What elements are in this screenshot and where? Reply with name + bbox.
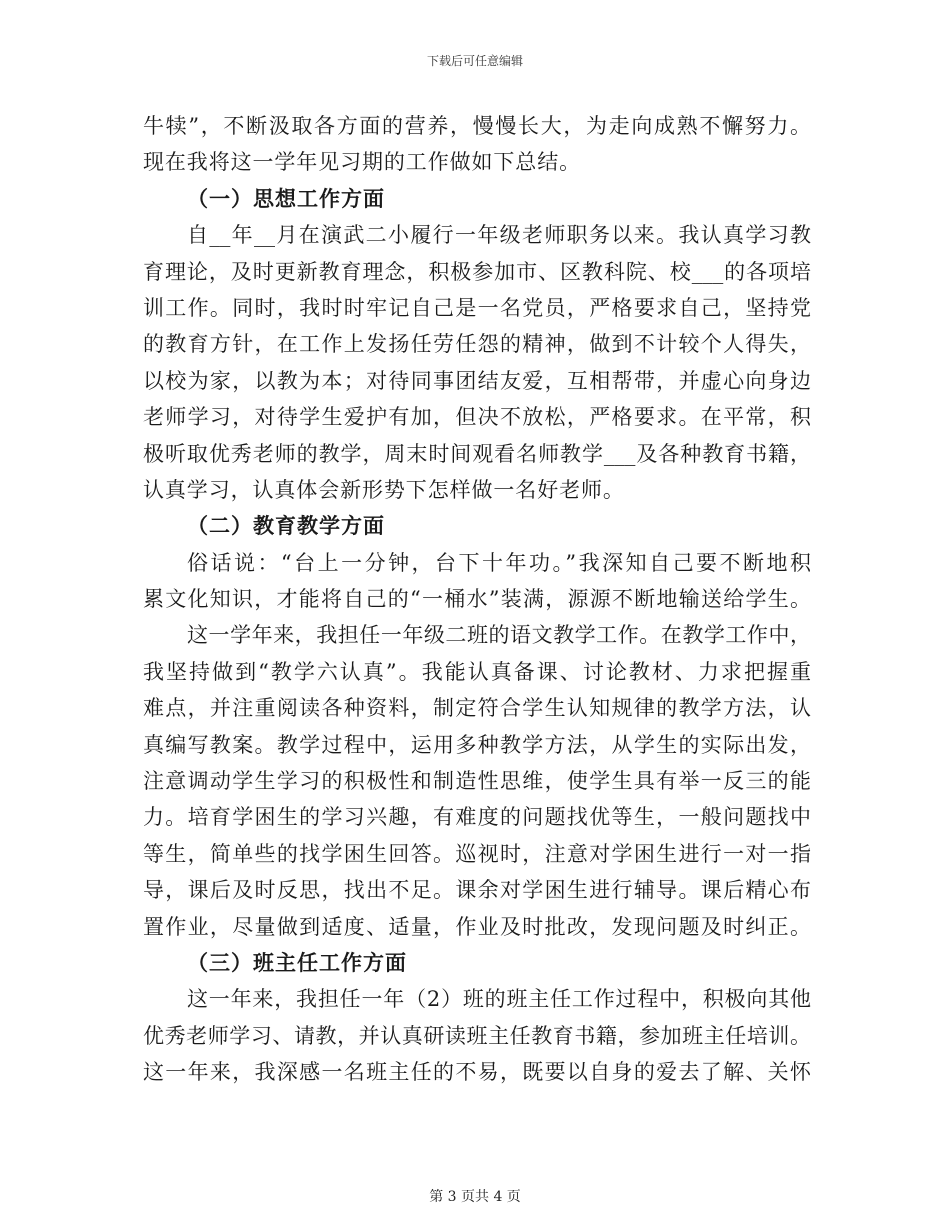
body-line: 育理论，及时更新教育理念，积极参加市、区教科院、校___的各项培 <box>143 259 811 284</box>
body-line: 训工作。同时，我时时牢记自己是一名党员，严格要求自己，坚持党 <box>143 295 811 320</box>
document-body <box>143 108 811 1091</box>
page-header: 下载后可任意编辑 <box>426 54 523 68</box>
body-line: 自__年__月在演武二小履行一年级老师职务以来。我认真学习教 <box>187 223 811 248</box>
page-footer: 第 3 页共 4 页 <box>429 1189 521 1205</box>
body-line: 牛犊”，不断汲取各方面的营养，慢慢长大，为走向成熟不懈努力。 <box>143 114 811 138</box>
body-line: 俗话说：“台上一分钟，台下十年功。”我深知自己要不断地积 <box>187 550 811 575</box>
section-heading-thought: （一）思想工作方面 <box>187 185 385 211</box>
body-line: 这一年来，我深感一名班主任的不易，既要以自身的爱去了解、关怀 <box>143 1060 811 1085</box>
body-line: 老师学习，对待学生爱护有加，但决不放松，严格要求。在平常，积 <box>143 405 811 430</box>
body-line: 力。培育学困生的学习兴趣，有难度的问题找优等生，一般问题找中 <box>143 805 811 830</box>
body-line: 真编写教案。教学过程中，运用多种教学方法，从学生的实际出发， <box>143 732 811 757</box>
body-line: 极听取优秀老师的教学，周末时间观看名师教学___及各种教育书籍， <box>143 441 811 466</box>
body-line: 这一学年来，我担任一年级二班的语文教学工作。在教学工作中， <box>187 623 811 648</box>
body-line: 累文化知识，才能将自己的“一桶水”装满，源源不断地输送给学生。 <box>143 587 811 612</box>
body-line: 注意调动学生学习的积极性和制造性思维，使学生具有举一反三的能 <box>143 769 811 794</box>
body-line: 我坚持做到“教学六认真”。我能认真备课、讨论教材、力求把握重 <box>143 659 811 684</box>
body-line: 优秀老师学习、请教，并认真研读班主任教育书籍，参加班主任培训。 <box>143 1023 811 1048</box>
body-line: 导，课后及时反思，找出不足。课余对学困生进行辅导。课后精心布 <box>143 878 811 903</box>
body-line: 置作业，尽量做到适度、适量，作业及时批改，发现问题及时纠正。 <box>143 914 811 939</box>
body-line: 这一年来，我担任一年（2）班的班主任工作过程中，积极向其他 <box>187 987 811 1012</box>
section-heading-class-teacher: （三）班主任工作方面 <box>187 949 407 975</box>
body-line: 以校为家，以教为本；对待同事团结友爱，互相帮带，并虚心向身边 <box>143 368 811 393</box>
body-line: 等生，简单些的找学困生回答。巡视时，注意对学困生进行一对一指 <box>143 841 811 866</box>
body-line: 现在我将这一学年见习期的工作做如下总结。 <box>143 150 581 175</box>
body-line: 认真学习，认真体会新形势下怎样做一名好老师。 <box>143 477 625 502</box>
section-heading-teaching: （二）教育教学方面 <box>187 513 385 539</box>
body-line: 的教育方针，在工作上发扬任劳任怨的精神，做到不计较个人得失， <box>143 332 811 357</box>
body-line: 难点，并注重阅读各种资料，制定符合学生认知规律的教学方法，认 <box>143 696 811 721</box>
